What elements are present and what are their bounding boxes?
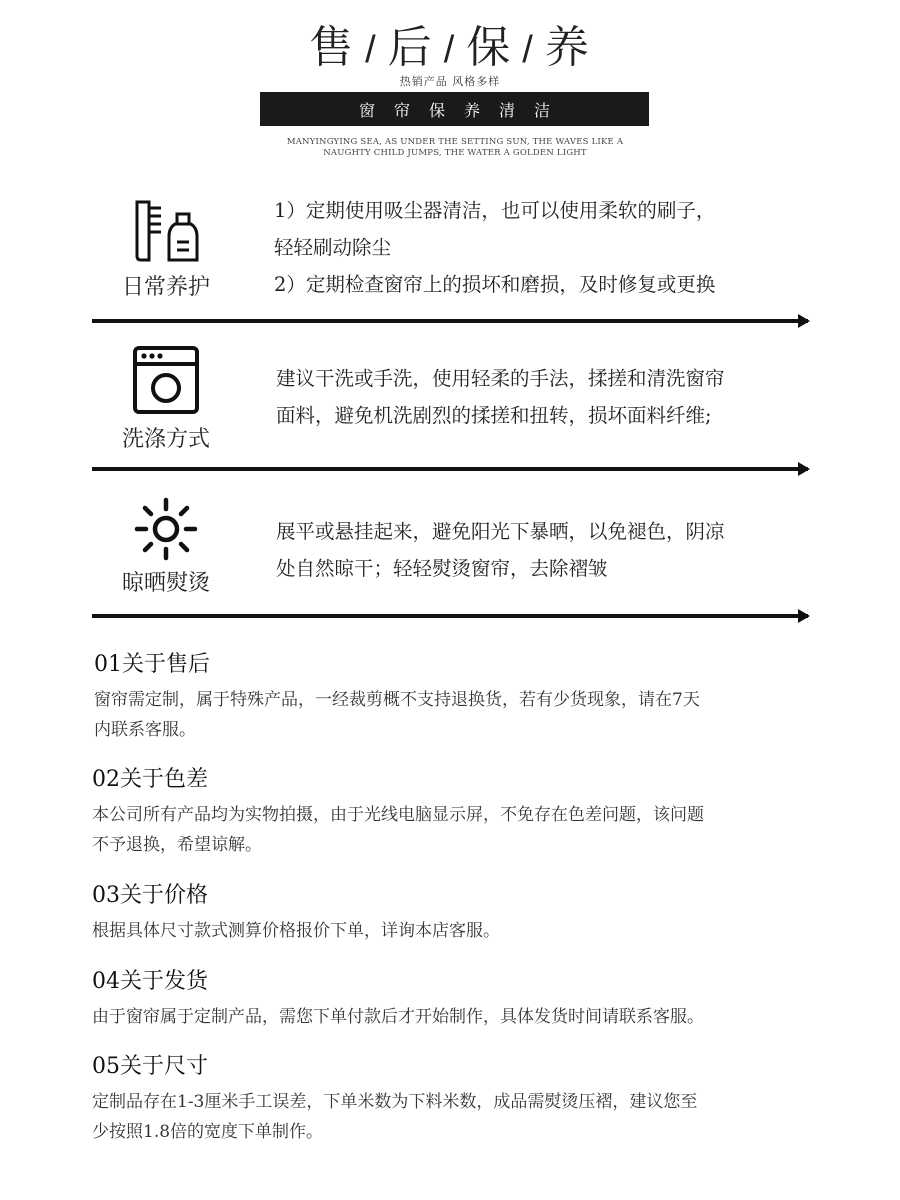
faq-item-size — [92, 1053, 812, 1147]
faq-item-after-sales — [94, 651, 814, 745]
faq-text — [94, 685, 814, 745]
faq-text — [92, 1087, 812, 1147]
title-char: 养 — [544, 22, 591, 73]
title-separator: / — [365, 29, 378, 71]
faq-text-line: 由于窗帘属于定制产品，需您下单付款后才开始制作，具体发货时间请联系客服。 — [92, 1007, 704, 1027]
title-separator: / — [522, 29, 535, 71]
care-section-icon-box — [92, 198, 240, 301]
care-text-line: 2）定期检查窗帘上的损坏和磨损，及时修复或更换 — [274, 273, 716, 296]
faq-text-line: 定制品存在1-3厘米手工误差，下单米数为下料米数，成品需熨烫压褶，建议您至 — [92, 1092, 698, 1112]
english-tagline-line: MANYINGYING SEA, AS UNDER THE SETTING SUN, THE WAVES LIKE A — [286, 137, 624, 147]
faq-text-line: 不予退换，希望谅解。 — [92, 835, 262, 855]
faq-title: 05关于尺寸 — [92, 1054, 208, 1079]
care-section-text — [274, 192, 715, 303]
care-section-icon-box — [92, 496, 240, 597]
faq-text-line: 本公司所有产品均为实物拍摄，由于光线电脑显示屏，不免存在色差问题，该问题 — [92, 805, 704, 825]
faq-title: 02关于色差 — [92, 767, 208, 792]
care-section-drying — [92, 492, 808, 602]
faq-text-line: 内联系客服。 — [94, 720, 196, 740]
brush-and-bottle-icon — [92, 198, 240, 266]
care-text-line: 1）定期使用吸尘器清洁，也可以使用柔软的刷子， — [274, 199, 716, 222]
care-section-text — [276, 360, 725, 434]
care-text-line: 面料，避免机洗剧烈的揉搓和扭转，损坏面料纤维; — [276, 404, 712, 427]
care-section-label: 洗涤方式 — [121, 427, 210, 452]
title-char: 后 — [387, 22, 434, 73]
care-section-icon-box — [92, 344, 240, 453]
title-char: 售 — [309, 22, 356, 73]
care-text-line: 展平或悬挂起来，避免阳光下暴晒，以免褪色，阴凉 — [276, 520, 725, 543]
faq-text-line: 窗帘需定制，属于特殊产品，一经裁剪概不支持退换货，若有少货现象，请在7天 — [94, 690, 700, 710]
faq-text-line: 根据具体尺寸款式测算价格报价下单，详询本店客服。 — [92, 921, 500, 941]
faq-text-line: 少按照1.8倍的宽度下单制作。 — [92, 1122, 324, 1142]
english-tagline — [250, 137, 660, 159]
page-title — [0, 22, 900, 76]
faq-title: 03关于价格 — [92, 883, 208, 908]
title-separator: / — [443, 29, 457, 71]
faq-item-color-difference — [92, 766, 812, 860]
faq-item-price — [92, 882, 812, 946]
care-text-line: 建议干洗或手洗，使用轻柔的手法，揉搓和清洗窗帘 — [276, 367, 725, 390]
care-section-washing — [92, 340, 808, 460]
care-section-text — [276, 513, 725, 587]
care-section-label: 日常养护 — [121, 275, 210, 300]
section-divider-arrow — [92, 467, 808, 471]
english-tagline-line: NAUGHTY CHILD JUMPS, THE WATER A GOLDEN LIGHT — [323, 148, 587, 158]
washing-machine-icon — [92, 344, 240, 416]
faq-text — [92, 1002, 812, 1032]
sun-icon — [92, 496, 240, 562]
title-char: 保 — [466, 22, 513, 73]
faq-text — [92, 800, 812, 860]
faq-title: 01关于售后 — [94, 652, 210, 677]
care-text-line: 处自然晾干；轻轻熨烫窗帘，去除褶皱 — [276, 557, 608, 580]
care-section-label: 晾晒熨烫 — [121, 571, 210, 596]
section-divider-arrow — [92, 319, 808, 323]
title-banner: 窗帘保养清洁 — [260, 92, 649, 126]
section-divider-arrow — [92, 614, 808, 618]
faq-item-shipping — [92, 968, 812, 1032]
care-section-daily — [92, 190, 808, 310]
faq-text — [92, 916, 812, 946]
faq-title: 04关于发货 — [92, 969, 208, 994]
page-subtitle: 热销产品 风格多样 — [399, 75, 501, 88]
care-text-line: 轻轻刷动除尘 — [274, 236, 392, 259]
